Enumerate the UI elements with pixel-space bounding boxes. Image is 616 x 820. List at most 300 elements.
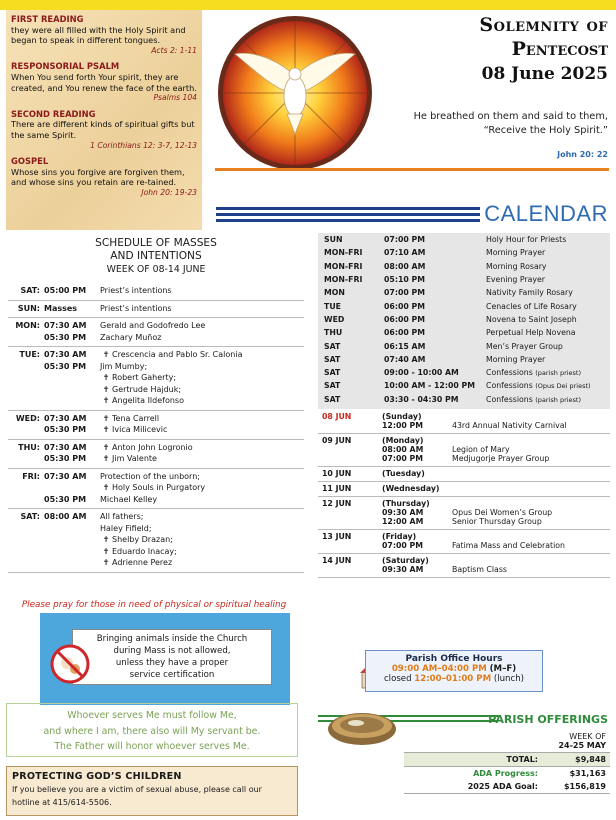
reading-text: When You send forth Your spirit, they are created, and You renew the face of the earth.: [11, 71, 197, 93]
schedule-intention-text: Gertrude Hajduk;: [112, 384, 182, 394]
schedule-time: 08:00 AM: [44, 512, 87, 521]
readings-box: [6, 10, 202, 230]
schedule-intention-text: Anton John Logronio: [112, 442, 193, 452]
calendar-time: 03:30 - 04:30 PM: [384, 394, 459, 404]
offerings-total-row: [404, 752, 610, 767]
cross-icon: ✝: [102, 413, 110, 423]
calendar-spacer: [322, 445, 382, 454]
calendar-event: Morning Rosary: [486, 261, 547, 271]
calendar-time: 07:40 AM: [384, 354, 426, 364]
schedule-time: [44, 372, 100, 384]
schedule-intention-text: Ivica Milicevic: [112, 425, 168, 434]
schedule-intention: [100, 303, 304, 315]
schedule-day: [8, 332, 44, 344]
schedule-day: SAT:: [20, 512, 40, 521]
schedule-day: [8, 523, 44, 535]
schedule-day-group: [8, 440, 304, 469]
reading-title: GOSPEL: [11, 156, 49, 167]
calendar-item-event: Senior Thursday Group: [452, 517, 542, 526]
calendar-day: SAT: [324, 341, 341, 351]
calendar-event: Morning Prayer: [486, 248, 546, 258]
schedule-day: SUN:: [17, 303, 40, 313]
offerings-ada-value: $31,163: [569, 769, 606, 778]
calendar-day: SAT: [324, 368, 341, 378]
calendar-row: [318, 299, 610, 312]
schedule-intention-text: Priest’s intentions: [100, 303, 172, 313]
schedule-day: [8, 395, 44, 407]
calendar-event: Holy Hour for Priests: [486, 235, 567, 245]
schedule-intention: [100, 349, 304, 361]
schedule-intention: [100, 534, 304, 546]
schedule-intention: [100, 332, 304, 344]
cross-icon: ✝: [102, 454, 110, 463]
header-quote: [382, 110, 608, 138]
schedule-intention-text: Gerald and Godofredo Lee: [100, 321, 206, 330]
cross-icon: ✝: [102, 546, 110, 556]
calendar-event-note: (Opus Dei priest): [535, 382, 591, 391]
schedule-title: [6, 237, 306, 276]
calendar-weekday: (Friday): [382, 532, 417, 541]
calendar-row: [318, 326, 610, 339]
schedule-title-line-1: SCHEDULE OF MASSES: [95, 237, 217, 249]
calendar-spacer: [322, 454, 382, 463]
schedule-day: [8, 453, 44, 465]
calendar-item-time: 09:30 AM: [382, 565, 424, 574]
schedule-intention-text: Zachary Muñoz: [100, 332, 162, 342]
office-hours: 09:00 AM–04:00 PM: [391, 664, 487, 674]
offerings-total-value: $9,848: [575, 755, 606, 764]
protect-title: PROTECTING GOD’S CHILDREN: [12, 771, 182, 782]
calendar-event: Cenacles of Life Rosary: [486, 301, 577, 311]
offerings-table: [404, 728, 610, 794]
schedule-intention-text: Eduardo Inacay;: [112, 546, 177, 556]
schedule-time: [44, 482, 100, 494]
calendar-day: MON-FRI: [324, 261, 363, 271]
schedule-intention-text: Jim Mumby;: [100, 361, 148, 371]
calendar-time: 07:10 AM: [384, 248, 426, 258]
schedule-intention-text: Shelby Drazan;: [112, 535, 173, 544]
animal-notice-line: unless they have a proper: [115, 658, 229, 668]
schedule-time: 07:30 AM: [44, 413, 87, 423]
calendar-row: [318, 246, 610, 259]
calendar-event: Confessions (parish priest): [486, 368, 582, 378]
calendar-item-event: Opus Dei Women’s Group: [452, 508, 553, 517]
calendar-event: Men’s Prayer Group: [486, 341, 563, 351]
schedule-row: [8, 471, 304, 483]
calendar-day: TUE: [324, 301, 341, 311]
schedule-intention: [100, 361, 304, 373]
animal-notice-line: Bringing animals inside the Church: [96, 634, 248, 644]
schedule-row: [8, 546, 304, 558]
calendar-event: Nativity Family Rosary: [486, 288, 573, 298]
cross-icon: ✝: [102, 442, 110, 452]
schedule-day: THU:: [18, 442, 40, 452]
calendar-item-event: 43rd Annual Nativity Carnival: [452, 421, 567, 430]
calendar-event: Confessions (parish priest): [486, 394, 582, 404]
quote-line-2: “Receive the Holy Spirit.”: [483, 125, 608, 136]
quote-line-1: He breathed on them and said to them,: [413, 111, 608, 122]
schedule-intention-text: Priest’s intentions: [100, 286, 172, 295]
protect-text: If you believe you are a victim of sexual abuse, please call our hotline at 415/614-5506.: [12, 785, 262, 807]
reading-text: There are different kinds of spiritual gifts but the same Spirit.: [11, 119, 195, 140]
schedule-time: [44, 395, 100, 407]
office-hours-box: [365, 650, 543, 692]
schedule-intention: [100, 442, 304, 454]
schedule-time: 05:30 PM: [44, 332, 87, 342]
calendar-event: Evening Prayer: [486, 275, 545, 285]
schedule-row: [8, 557, 304, 569]
offerings-goal-label: 2025 ADA Goal:: [467, 782, 538, 791]
calendar-date-line: [322, 532, 610, 541]
calendar-weekday: (Sunday): [382, 412, 422, 421]
schedule-title-line-2: AND INTENTIONS: [110, 250, 202, 262]
schedule-row: [8, 332, 304, 344]
schedule-row: [8, 384, 304, 396]
verse-line: The Father will honor whoever serves Me.: [54, 741, 250, 752]
schedule-intention: [100, 384, 304, 396]
reading-ref: John 20: 19-23: [141, 187, 197, 197]
reading-psalm: [11, 61, 197, 103]
calendar-date-line: [322, 412, 610, 421]
calendar-date-block: [318, 554, 610, 578]
schedule-time: [44, 534, 100, 546]
office-closed: 12:00–01:00 PM: [414, 674, 492, 684]
schedule-intention-text: Jim Valente: [112, 454, 157, 463]
title-date: 08 June 2025: [481, 64, 608, 84]
calendar-weekday: (Saturday): [382, 556, 429, 565]
calendar-row: [318, 339, 610, 352]
reading-title: FIRST READING: [11, 14, 84, 24]
schedule-intention-text: All fathers;: [100, 512, 144, 521]
calendar-date-block: [318, 434, 610, 467]
calendar-time: 07:00 PM: [384, 288, 426, 298]
calendar-row: [318, 393, 610, 406]
schedule-row: [8, 320, 304, 332]
schedule-row: [8, 494, 304, 506]
calendar-spacer: [322, 421, 382, 430]
calendar-row: [318, 260, 610, 273]
calendar-day: THU: [324, 328, 343, 338]
weekly-calendar: [318, 233, 610, 409]
calendar-date-line: [322, 436, 610, 445]
calendar-day: SAT: [324, 381, 341, 391]
calendar-time: 10:00 AM - 12:00 PM: [384, 381, 475, 391]
prayer-request: Please pray for those in need of physical or spiritual healing: [21, 600, 287, 610]
schedule-intention: [100, 413, 304, 425]
calendar-date-item: [322, 445, 610, 454]
quote-ref: John 20: 22: [557, 150, 608, 159]
calendar-item-time: 12:00 PM: [382, 421, 424, 430]
schedule-day: [8, 546, 44, 558]
schedule-time: Masses: [44, 303, 78, 313]
scripture-verse: [6, 703, 298, 757]
schedule-day: [8, 534, 44, 546]
schedule-day: MON:: [15, 321, 40, 330]
schedule-intention-text: Holy Souls in Purgatory: [112, 483, 206, 492]
calendar-event: Confessions (Opus Dei priest): [486, 381, 591, 391]
offerings-week-label: WEEK OF: [569, 732, 606, 741]
calendar-day: MON: [324, 288, 345, 298]
offerings-total-label: TOTAL:: [506, 755, 538, 764]
calendar-item-time: 08:00 AM: [382, 445, 424, 454]
reading-text: Whose sins you forgive are forgiven them, and whose sins you retain are re-tained.: [11, 166, 185, 188]
calendar-date-line: [322, 469, 610, 478]
title-line-1: Solemnity of: [479, 14, 608, 36]
office-title: Parish Office Hours: [405, 654, 503, 664]
calendar-item-event: Baptism Class: [452, 565, 507, 574]
mass-schedule: [8, 283, 304, 573]
offerings-ada-row: [404, 767, 610, 780]
holy-spirit-dove-icon: [213, 14, 377, 172]
cross-icon: ✝: [102, 396, 110, 405]
schedule-day-group: [8, 283, 304, 301]
calendar-time: 05:10 PM: [384, 275, 426, 285]
schedule-intention: [100, 453, 304, 465]
schedule-time: 05:30 PM: [44, 454, 87, 463]
offerings-goal-value: $156,819: [563, 782, 606, 791]
cross-icon: ✝: [102, 373, 110, 382]
calendar-date: 13 JUN: [322, 532, 352, 541]
calendar-event-note: (parish priest): [535, 395, 582, 404]
calendar-item-time: 07:00 PM: [382, 454, 424, 463]
schedule-day-group: [8, 318, 304, 347]
schedule-row: [8, 285, 304, 297]
cross-icon: ✝: [102, 384, 110, 394]
calendar-item-time: 12:00 AM: [382, 517, 424, 526]
schedule-day: SAT:: [20, 286, 40, 295]
schedule-row: [8, 395, 304, 407]
calendar-time: 07:00 PM: [384, 235, 426, 245]
no-pets-icon: [50, 644, 90, 684]
calendar-header: [216, 201, 610, 229]
calendar-time: 06:00 PM: [384, 301, 426, 311]
calendar-time: 06:15 AM: [384, 341, 426, 351]
daily-calendar: [318, 410, 610, 578]
animal-notice-line: service certification: [129, 670, 215, 680]
schedule-time: 07:30 AM: [44, 471, 87, 481]
schedule-intention-text: Crescencia and Pablo Sr. Calonia: [112, 350, 243, 359]
top-accent-bar: [0, 0, 616, 10]
schedule-intention: [100, 523, 304, 535]
schedule-day: [8, 424, 44, 436]
schedule-intention: [100, 395, 304, 407]
calendar-weekday: (Tuesday): [382, 469, 425, 478]
calendar-spacer: [322, 565, 382, 574]
offering-basket-icon: [322, 704, 402, 750]
calendar-day: WED: [324, 314, 345, 324]
calendar-time: 08:00 AM: [384, 261, 426, 271]
schedule-time: 07:30 AM: [44, 442, 87, 452]
calendar-title: CALENDAR: [484, 201, 608, 226]
animal-notice-text: [72, 629, 272, 685]
schedule-time: [44, 546, 100, 558]
schedule-time: [44, 523, 100, 535]
calendar-item-event: Legion of Mary: [452, 445, 510, 454]
schedule-intention: [100, 424, 304, 436]
schedule-time: 07:30 AM: [44, 350, 87, 359]
calendar-spacer: [322, 508, 382, 517]
schedule-day: FRI:: [22, 471, 40, 481]
calendar-weekday: (Monday): [382, 436, 424, 445]
schedule-day: [8, 482, 44, 494]
calendar-row: [318, 286, 610, 299]
schedule-row: [8, 303, 304, 315]
schedule-row: [8, 453, 304, 465]
calendar-day: SUN: [324, 235, 343, 245]
cross-icon: ✝: [102, 558, 110, 567]
schedule-row: [8, 424, 304, 436]
calendar-spacer: [322, 541, 382, 550]
schedule-time: 05:00 PM: [44, 286, 87, 295]
calendar-day: SAT: [324, 394, 341, 404]
calendar-date-item: [322, 508, 610, 517]
calendar-date: 08 JUN: [322, 412, 352, 421]
schedule-intention-text: Robert Gaherty;: [112, 373, 177, 382]
schedule-intention: [100, 511, 304, 523]
calendar-item-time: 09:30 AM: [382, 508, 424, 517]
calendar-event-note: (parish priest): [535, 369, 582, 378]
calendar-item-event: Fatima Mass and Celebration: [452, 541, 565, 550]
schedule-week: WEEK OF 08-14 JUNE: [106, 264, 206, 275]
office-days: (M–F): [489, 664, 517, 674]
schedule-day-group: [8, 301, 304, 319]
reading-gospel: [11, 156, 197, 198]
calendar-row: [318, 353, 610, 366]
calendar-date-block: [318, 530, 610, 554]
offerings-week: [404, 728, 610, 752]
office-closed-note: (lunch): [493, 674, 525, 684]
calendar-day: MON-FRI: [324, 248, 363, 258]
calendar-time: 06:00 PM: [384, 328, 426, 338]
calendar-weekday: (Thursday): [382, 499, 430, 508]
schedule-day: [8, 372, 44, 384]
calendar-date: 09 JUN: [322, 436, 352, 445]
schedule-row: [8, 511, 304, 523]
schedule-row: [8, 413, 304, 425]
calendar-item-event: Medjugorje Prayer Group: [452, 454, 550, 463]
calendar-day: MON-FRI: [324, 275, 363, 285]
reading-first: [11, 14, 197, 56]
reading-text: they were all filled with the Holy Spirit and began to speak in different tongues.: [11, 24, 186, 46]
reading-ref: Acts 2: 1-11: [151, 45, 197, 55]
schedule-day: [8, 361, 44, 373]
offerings-title: PARISH OFFERINGS: [488, 713, 608, 726]
offerings-ada-label: ADA Progress:: [473, 769, 538, 778]
schedule-day-group: [8, 347, 304, 411]
schedule-day: [8, 557, 44, 569]
calendar-event: Novena to Saint Joseph: [486, 314, 577, 324]
schedule-row: [8, 349, 304, 361]
title-line-2: Pentecost: [511, 38, 608, 60]
calendar-time: 09:00 - 10:00 AM: [384, 368, 459, 378]
calendar-row: [318, 366, 610, 379]
animal-notice-line: during Mass is not allowed,: [113, 646, 231, 656]
reading-title: SECOND READING: [11, 108, 96, 119]
cross-icon: ✝: [102, 350, 110, 359]
schedule-day: [8, 494, 44, 506]
schedule-intention-text: Michael Kelley: [100, 494, 158, 504]
schedule-intention: [100, 285, 304, 297]
cross-icon: ✝: [102, 425, 110, 434]
calendar-header-lines: [216, 207, 480, 225]
schedule-intention: [100, 320, 304, 332]
cross-icon: ✝: [102, 483, 110, 492]
verse-line: Whoever serves Me must follow Me,: [67, 710, 237, 721]
calendar-day: SAT: [324, 354, 341, 364]
schedule-day: WED:: [15, 413, 40, 423]
calendar-date-item: [322, 421, 610, 430]
schedule-intention: [100, 557, 304, 569]
schedule-day: [8, 384, 44, 396]
schedule-intention-text: Adrienne Perez: [112, 558, 173, 567]
calendar-time: 06:00 PM: [384, 314, 426, 324]
calendar-date-item: [322, 565, 610, 574]
calendar-date-line: [322, 499, 610, 508]
calendar-date-line: [322, 556, 610, 565]
schedule-intention: [100, 372, 304, 384]
calendar-row: [318, 233, 610, 246]
schedule-row: [8, 523, 304, 535]
schedule-row: [8, 361, 304, 373]
schedule-day: TUE:: [19, 350, 40, 359]
schedule-time: [44, 384, 100, 396]
schedule-time: [44, 557, 100, 569]
schedule-row: [8, 482, 304, 494]
offerings-goal-row: [404, 780, 610, 794]
calendar-date-block: [318, 482, 610, 497]
cross-icon: ✝: [102, 535, 110, 544]
orange-divider: [215, 168, 609, 171]
schedule-day-group: [8, 411, 304, 440]
calendar-event: Perpetual Help Novena: [486, 328, 576, 338]
calendar-row: [318, 273, 610, 286]
schedule-intention: [100, 494, 304, 506]
schedule-row: [8, 442, 304, 454]
calendar-date-item: [322, 454, 610, 463]
calendar-date: 10 JUN: [322, 469, 352, 478]
reading-ref: 1 Corinthians 12: 3-7, 12-13: [90, 140, 197, 150]
calendar-item-time: 07:00 PM: [382, 541, 424, 550]
calendar-date: 11 JUN: [322, 484, 352, 493]
page-title: [382, 14, 608, 84]
schedule-day-group: [8, 469, 304, 510]
calendar-event: Morning Prayer: [486, 354, 546, 364]
calendar-weekday: (Wednesday): [382, 484, 440, 493]
calendar-date-block: [318, 497, 610, 530]
schedule-day-group: [8, 509, 304, 573]
calendar-spacer: [322, 517, 382, 526]
office-closed-label: closed: [383, 674, 412, 684]
reading-second: [11, 109, 197, 151]
schedule-intention: [100, 471, 304, 483]
schedule-intention-text: Angelita Ildefonso: [112, 396, 184, 405]
calendar-date-line: [322, 484, 610, 493]
calendar-date: 12 JUN: [322, 499, 352, 508]
calendar-date-item: [322, 517, 610, 526]
schedule-intention-text: Protection of the unborn;: [100, 471, 200, 481]
offerings-week-value: 24-25 MAY: [558, 741, 606, 750]
schedule-time: 05:30 PM: [44, 361, 87, 371]
schedule-intention: [100, 482, 304, 494]
reading-title: RESPONSORIAL PSALM: [11, 61, 120, 72]
calendar-date-item: [322, 541, 610, 550]
schedule-intention-text: Haley Fifield;: [100, 523, 152, 533]
reading-ref: Psalms 104: [153, 93, 197, 103]
calendar-date-block: [318, 410, 610, 434]
protecting-children-box: [6, 766, 298, 816]
schedule-intention-text: Tena Carrell: [112, 413, 160, 423]
calendar-date: 14 JUN: [322, 556, 352, 565]
